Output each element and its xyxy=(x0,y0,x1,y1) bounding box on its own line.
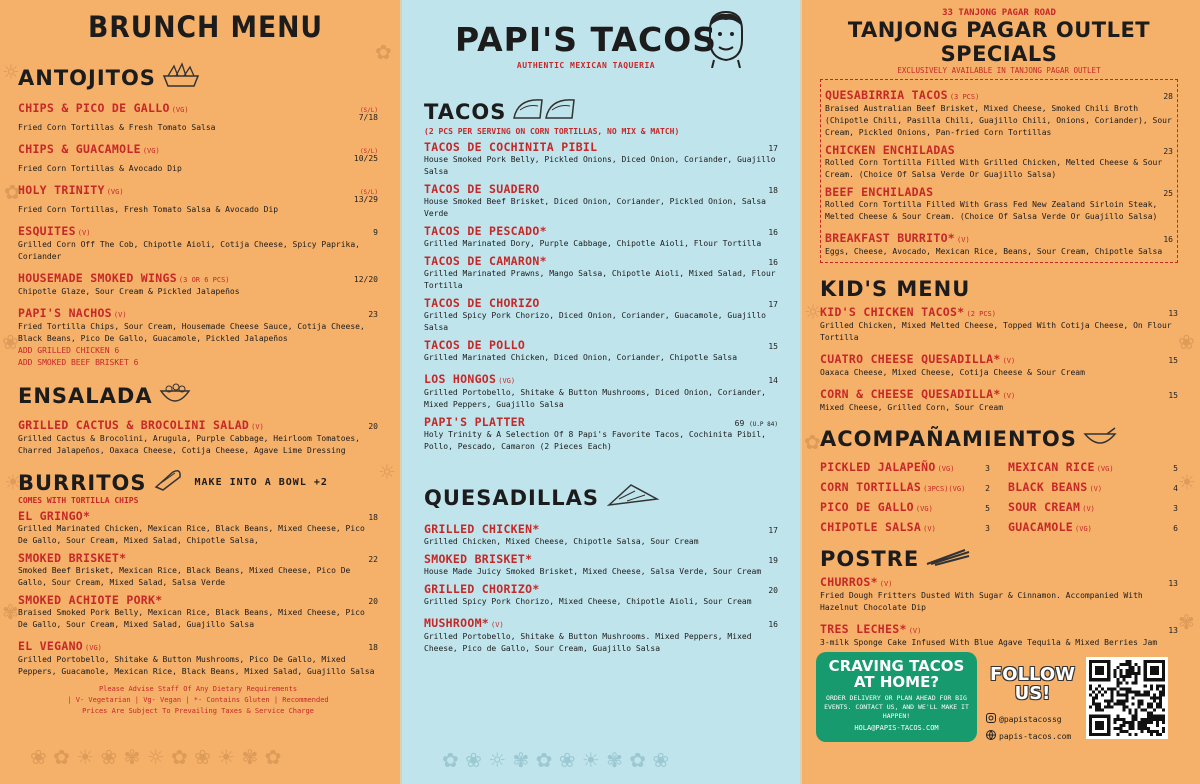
menu-item xyxy=(424,296,778,334)
item-tag: (3PCS)(VG) xyxy=(923,485,966,493)
burritos-title: BURRITOS xyxy=(18,470,147,495)
item-name: BLACK BEANS xyxy=(1008,480,1088,494)
instagram-link[interactable] xyxy=(986,713,1062,725)
item-price: 13 xyxy=(1168,309,1178,318)
nachos-icon xyxy=(162,62,200,93)
item-description: Rolled Corn Tortilla Filled With Grass Fed New Zealand Sirloin Steak, Melted Cheese & Sour Cream. (Choice Of Salsa Verde Or Guajillo Salsa) xyxy=(825,200,1158,221)
ensalada-title: ENSALADA xyxy=(18,383,153,408)
item-description: Smoked Beef Brisket, Mexican Rice, Black Beans, Mixed Cheese, Pico De Gallo, Sour Cream, Mixed Salad, Salsa Verde xyxy=(18,566,351,587)
item-name: SMOKED BRISKET* xyxy=(424,552,533,566)
quesadilla-icon xyxy=(605,481,661,514)
item-description: Grilled Spicy Pork Chorizo, Mixed Cheese, Chipotle Aioli, Sour Cream xyxy=(424,597,752,606)
side-item xyxy=(1008,476,1178,495)
item-description: Grilled Marinated Prawns, Mango Salsa, Chipotle Aioli, Mixed Salad, Flour Tortilla xyxy=(424,269,776,290)
chips-note: COMES WITH TORTILLA CHIPS xyxy=(18,496,139,505)
menu-item xyxy=(424,582,778,608)
item-description: Grilled Marinated Dory, Purple Cabbage, Chipotle Aioli, Flour Tortilla xyxy=(424,239,762,248)
churros-icon xyxy=(925,547,971,571)
item-price: 12/20 xyxy=(353,275,378,284)
item-name: HOLY TRINITY xyxy=(18,183,105,197)
item-description: Chipotle Glaze, Sour Cream & Pickled Jalapeños xyxy=(18,287,240,296)
item-price: 16 xyxy=(768,228,778,237)
menu-item xyxy=(424,612,778,655)
item-price: 20 xyxy=(368,597,378,606)
outlet-exclusive-note: EXCLUSIVELY AVAILABLE IN TANJONG PAGAR OUTLET xyxy=(897,66,1101,75)
specials-column: ☼ ✿ ❀ ☀ ✾ 33 TANJONG PAGAR ROAD TANJONG PAGAR OUTLET SPECIALS EXCLUSIVELY AVAILABLE IN TANJONG PAGAR OUTLET QUESABIRRIA TACOS (3 PCS) 28 Braised Australian Beef Brisket, Mixed Cheese, Smoked Chili Broth (Chipotle Chili, Pasilla Chili, Guajillo Chili, Onions, Coriander), Sour Cream, Pickled Onions, Pan-fried Corn Tortillas CHICKEN ENCHILADAS 23 Rolled Corn Tortilla Filled With Grilled Chicken, Melted Cheese & Sour Cream. (Choice Of Salsa Verde Or Guajillo Salsa) BEEF ENCHILADAS 25 Rolled Corn Tortilla Filled With Grass Fed New Zealand Sirloin Steak, Melted Cheese & Sour Cream. (Choice Of Salsa Verde Or Guajillo Salsa) BREAKFAST BURRITO* (V) 16 Eggs, Cheese, Avocado, Mexican Rice, Beans, Sour Cream, Chipotle Salsa KID'S MENU KID'S CHICKEN TACOS* (2 PCS) 13 Grilled Chicken, Mixed Melted Cheese, Topped With Cotija Cheese, On Flour Tortilla CUATRO CHEESE QUESADILLA* (V) 15 Oaxaca Cheese, Mixed Cheese, Cotija Cheese & Sour Cream CORN & CHEESE QUESADILLA* (V) 15 Mixed Cheese, Grilled Corn, Sour Cream ACOMPAÑAMIENTOS PICKLED JALAPEÑO (VG) 3 MEXICAN RICE (VG) 5 CORN TORTILLAS (3PCS)(VG) 2 BLACK BEANS (V) 4 PICO DE GALLO (VG) 5 SOUR CREAM (V) 3 CHIPOTLE SALSA (V) 3 GUACAMOLE (VG) 6 POSTRE CHURROS* (V) 13 Fried Dough Fritters Dusted With Sugar & Cinnamon. Accompanied With Hazelnut Chocolate Dip TRES LECHES* (V) 13 3-milk Sponge Cake Infused With Blue Agave Tequila & Mixed Berries Jam xyxy=(802,0,1200,784)
menu-item xyxy=(18,267,378,298)
item-price: 15 xyxy=(1168,391,1178,400)
item-tag: (2 PCS) xyxy=(966,310,996,318)
side-item xyxy=(820,456,990,475)
item-name: GUACAMOLE xyxy=(1008,520,1074,534)
item-description: Grilled Chicken, Mixed Melted Cheese, Topped With Cotija Cheese, On Flour Tortilla xyxy=(820,321,1172,342)
item-tag: (V) xyxy=(1002,357,1016,365)
item-name: KID'S CHICKEN TACOS* xyxy=(820,305,965,319)
promo-text: ORDER DELIVERY OR PLAN AHEAD FOR BIG EVENTS. CONTACT US, AND WE'LL MAKE IT HAPPEN! xyxy=(824,694,969,720)
sides-list xyxy=(820,456,1178,535)
side-item xyxy=(820,476,990,495)
quesadillas-title: QUESADILLAS xyxy=(424,485,600,510)
side-item xyxy=(1008,516,1178,535)
item-name: TACOS DE CHORIZO xyxy=(424,296,540,310)
item-name: CORN & CHEESE QUESADILLA* xyxy=(820,387,1001,401)
website-url: papis-tacos.com xyxy=(999,731,1072,741)
item-price: 69 (U.P 84) xyxy=(734,419,778,428)
instagram-handle: @papistacossg xyxy=(999,714,1062,724)
antojitos-list xyxy=(18,97,378,369)
qr-code[interactable] xyxy=(1086,657,1168,739)
item-name: HOUSEMADE SMOKED WINGS xyxy=(18,271,177,285)
sides-heading xyxy=(820,426,1178,451)
menu-item xyxy=(424,415,778,453)
item-name: EL GRINGO* xyxy=(18,509,91,523)
antojitos-heading xyxy=(18,62,378,93)
item-name: LOS HONGOS xyxy=(424,372,497,386)
side-item xyxy=(1008,456,1178,475)
qr-code-icon xyxy=(1089,660,1165,736)
item-tag: (V) xyxy=(1002,392,1016,400)
item-description: Grilled Portobello, Shitake & Button Mushrooms, Diced Onion, Coriander, Mixed Peppers, Guajillo Salsa xyxy=(424,388,766,409)
item-price: 5 xyxy=(985,504,990,513)
postre-heading xyxy=(820,547,1178,571)
item-price: (S/L) 7/18 xyxy=(358,107,378,122)
item-tag: (VG) xyxy=(106,188,124,196)
item-tag: (V) xyxy=(491,621,504,629)
item-tag: (VG) xyxy=(1075,525,1092,533)
item-tag: (VG) xyxy=(1096,465,1114,473)
item-price: 5 xyxy=(1173,464,1178,473)
item-tag: (V) xyxy=(1089,485,1103,493)
item-tag: (V) xyxy=(1082,505,1095,513)
menu-item xyxy=(18,138,378,175)
item-tag: (VG) xyxy=(915,505,933,513)
item-name: CUATRO CHEESE QUESADILLA* xyxy=(820,352,1001,366)
item-price: 3 xyxy=(985,524,990,533)
item-tag: (VG) xyxy=(171,106,189,114)
footnote: Please Advise Staff Of Any Dietary Requirements xyxy=(98,685,298,693)
item-description: Oaxaca Cheese, Mixed Cheese, Cotija Cheese & Sour Cream xyxy=(820,368,1085,377)
item-name: PAPI'S NACHOS xyxy=(18,306,112,320)
menu-item xyxy=(424,254,778,292)
menu-item xyxy=(18,414,378,457)
menu-item xyxy=(18,593,378,631)
tacos-title: TACOS xyxy=(424,99,507,124)
menu-item xyxy=(424,140,778,178)
item-tag: (VG) xyxy=(498,377,516,385)
item-price: 3 xyxy=(1173,504,1178,513)
item-name: SOUR CREAM xyxy=(1008,500,1081,514)
item-name: GRILLED CHORIZO* xyxy=(424,582,540,596)
side-item xyxy=(1008,496,1178,515)
item-tag: (V) xyxy=(908,627,922,635)
item-price: 23 xyxy=(368,310,378,319)
item-tag: (V) xyxy=(251,423,264,431)
menu-item xyxy=(820,618,1178,649)
item-tag: (V) xyxy=(923,525,936,533)
tacos-column: ✿ ❀ ☼ ✾ ✿ ❀ ☀ ✾ ✿ ❀ PAPI'S TACOS AUTHENTIC MEXICAN TAQUERIA TACOS (2 PCS PER SERVING ON CORN TORTILLAS, NO MIX & MATCH) TACOS DE COCHINITA PIBIL 17 House Smoked Pork Belly, Pickled Onions, Diced Onion, Coriander, Guajillo Salsa TACOS DE SUADERO 18 House Smoked Beef Brisket, Diced Onion, Coriander, Pickled Onion, Salsa Verde TACOS DE PESCADO* 16 Grilled Marinated Dory, Purple Cabbage, Chipotle Aioli, Flour Tortilla TACOS DE CAMARON* 16 Grilled Marinated Prawns, Mango Salsa, Chipotle Aioli, Mixed Salad, Flour Tortilla TACOS DE CHORIZO 17 Grilled Spicy Pork Chorizo, Diced Onion, Coriander, Guacamole, Guajillo Salsa TACOS DE POLLO 15 Grilled Marinated Chicken, Diced Onion, Coriander, Chipotle Salsa LOS HONGOS (VG) 14 Grilled Portobello, Shitake & Button Mushrooms, Diced Onion, Coriander, Mixed Peppers, Guajillo Salsa PAPI'S PLATTER 69 (U.P 84) Holy Trinity & A Selection Of 8 Papi's Favorite Tacos, Cochinita Pibil, Pollo, Pescado, Camaron (2 Pieces Each) QUESADILLAS GRILLED CHICKEN* 17 Grilled Chicken, Mixed Cheese, Chipotle Salsa, Sour Cream SMOKED BRISKET* 19 House Made Juicy Smoked Brisket, Mixed Cheese, Salsa Verde, Sour Cream GRILLED CHORIZO* 20 Grilled Spicy Pork Chorizo, Mixed Cheese, Chipotle Aioli, Sour Cream MUSHROOM* (V) 16 Grilled Portobello, Shitake & Button Mushrooms. Mixed Peppers, Mixed Cheese, Pico de Gallo, Sour Cream, Guajillo Salsa xyxy=(400,0,802,784)
outlet-address: 33 TANJONG PAGAR ROAD xyxy=(942,8,1056,18)
delivery-promo-box xyxy=(816,652,977,742)
footnote: | V- Vegetarian | Vg- Vegan | *- Contains Gluten | Recommended xyxy=(67,696,329,704)
item-tag: (VG) xyxy=(142,147,160,155)
item-description: Fried Tortilla Chips, Sour Cream, Housemade Cheese Sauce, Cotija Cheese, Black Beans, Pico De Gallo, Guacamole, Pickled Jalapeños xyxy=(18,322,365,343)
item-price: 20 xyxy=(368,422,378,431)
item-price: 15 xyxy=(768,342,778,351)
item-name: CORN TORTILLAS xyxy=(820,480,922,494)
item-tag: (3 PCS) xyxy=(949,93,980,101)
item-name: CHURROS* xyxy=(820,575,878,589)
item-price: 19 xyxy=(768,556,778,565)
item-description: Fried Corn Tortillas & Fresh Tomato Salsa xyxy=(18,123,216,132)
item-description: Mixed Cheese, Grilled Corn, Sour Cream xyxy=(820,403,1004,412)
menu-item xyxy=(424,368,778,411)
addon: ADD GRILLED CHICKEN 6 xyxy=(18,346,120,355)
item-name: TACOS DE PESCADO* xyxy=(424,224,547,238)
item-price: 20 xyxy=(768,586,778,595)
menu-item xyxy=(424,224,778,250)
item-price: 17 xyxy=(768,526,778,535)
menu-item xyxy=(424,552,778,578)
item-tag: (VG) xyxy=(85,644,102,652)
item-tag: (V) xyxy=(113,311,127,319)
item-name: CHIPS & GUACAMOLE xyxy=(18,142,141,156)
item-name: PICO DE GALLO xyxy=(820,500,914,514)
tacos-icon xyxy=(512,96,578,127)
item-description: Braised Australian Beef Brisket, Mixed Cheese, Smoked Chili Broth (Chipotle Chili, Pasilla Chili, Guajillo Chili, Onions, Coriander), Sour Cream, Pickled Onions, Pan-fried Corn Tortillas xyxy=(825,104,1172,137)
item-name: CHIPOTLE SALSA xyxy=(820,520,922,534)
item-name: PAPI'S PLATTER xyxy=(424,415,526,429)
item-price: 16 xyxy=(1163,235,1173,244)
item-description: Grilled Chicken, Mixed Cheese, Chipotle Salsa, Sour Cream xyxy=(424,537,699,546)
tacos-serving-note: (2 PCS PER SERVING ON CORN TORTILLAS, NO MIX & MATCH) xyxy=(424,127,680,136)
item-price: (S/L) 13/29 xyxy=(353,189,378,204)
menu-item xyxy=(18,509,378,547)
item-price: 2 xyxy=(985,484,990,493)
item-name: PICKLED JALAPEÑO xyxy=(820,460,936,474)
outlet-specials-title: TANJONG PAGAR OUTLET SPECIALS xyxy=(847,18,1151,66)
item-tag: (VG) xyxy=(937,465,955,473)
chef-portrait-icon xyxy=(704,10,748,68)
item-price: 17 xyxy=(768,300,778,309)
menu-item xyxy=(18,551,378,589)
item-tag: (V) xyxy=(957,236,970,244)
item-price: 15 xyxy=(1168,356,1178,365)
item-price: 18 xyxy=(368,513,378,522)
contact-email-link[interactable]: HOLA@PAPIS-TACOS.COM xyxy=(854,724,939,732)
item-name: SMOKED ACHIOTE PORK* xyxy=(18,593,163,607)
item-name: TACOS DE CAMARON* xyxy=(424,254,547,268)
website-link[interactable] xyxy=(986,730,1071,742)
kids-menu-title: KID'S MENU xyxy=(820,277,971,301)
item-price: 3 xyxy=(985,464,990,473)
item-name: GRILLED CACTUS & BROCOLINI SALAD xyxy=(18,418,250,432)
menu-item xyxy=(820,301,1178,344)
item-tag: (3 OR 6 PCS) xyxy=(178,276,230,284)
side-item xyxy=(820,496,990,515)
item-description: Grilled Portobello, Shitake & Button Mushrooms, Pico De Gallo, Mixed Peppers, Guacamole, Mexican Rice, Black Beans, Mixed Salad, Guajillo Salsa xyxy=(18,655,375,676)
kids-menu-heading xyxy=(820,277,1178,301)
dietary-footnotes xyxy=(18,684,378,717)
item-name: CHIPS & PICO DE GALLO xyxy=(18,101,170,115)
item-price: 13 xyxy=(1168,579,1178,588)
menu-item xyxy=(18,97,378,134)
menu-item xyxy=(825,143,1173,181)
item-description: Grilled Spicy Pork Chorizo, Diced Onion, Coriander, Guacamole, Guajillo Salsa xyxy=(424,311,766,332)
item-description: Fried Corn Tortillas & Avocado Dip xyxy=(18,164,182,173)
item-price: 4 xyxy=(1173,484,1178,493)
bowl-note: MAKE INTO A BOWL +2 xyxy=(194,477,328,488)
item-price: 9 xyxy=(373,228,378,237)
item-description: Grilled Corn Off The Cob, Chipotle Aioli, Cotija Cheese, Spicy Paprika, Coriander xyxy=(18,240,360,261)
menu-item xyxy=(18,635,378,678)
item-description: House Made Juicy Smoked Brisket, Mixed Cheese, Salsa Verde, Sour Cream xyxy=(424,567,762,576)
item-name: TACOS DE SUADERO xyxy=(424,182,540,196)
item-description: Braised Smoked Pork Belly, Mexican Rice, Black Beans, Mixed Cheese, Pico De Gallo, Sour Cream, Mixed Salad, Guajillo Salsa xyxy=(18,608,365,629)
follow-us-heading: FOLLOW US! xyxy=(989,664,1076,704)
menu-item xyxy=(424,338,778,364)
item-name: MUSHROOM* xyxy=(424,616,490,630)
item-tag: (V) xyxy=(77,229,91,237)
item-name: TRES LECHES* xyxy=(820,622,907,636)
item-name: GRILLED CHICKEN* xyxy=(424,522,540,536)
item-name: TACOS DE POLLO xyxy=(424,338,526,352)
sides-title: ACOMPAÑAMIENTOS xyxy=(820,426,1077,451)
addon: ADD SMOKED BEEF BRISKET 6 xyxy=(18,358,139,367)
globe-icon xyxy=(986,730,996,742)
item-name: BREAKFAST BURRITO* xyxy=(825,231,956,245)
menu-item xyxy=(18,179,378,216)
item-price: 28 xyxy=(1163,92,1173,101)
item-description: Grilled Portobello, Shitake & Button Mushrooms. Mixed Peppers, Mixed Cheese, Pico de Gallo, Sour Cream, Guajillo Salsa xyxy=(424,632,752,653)
item-name: EL VEGANO xyxy=(18,639,84,653)
ensalada-heading xyxy=(18,381,378,410)
item-price: 17 xyxy=(768,144,778,153)
item-description: Grilled Marinated Chicken, Mexican Rice, Black Beans, Mixed Cheese, Pico De Gallo, Sour Cream, Mixed Salad, Chipotle Salsa, xyxy=(18,524,365,545)
item-price: 13 xyxy=(1168,626,1178,635)
brand-title: PAPI'S TACOS xyxy=(454,20,718,59)
antojitos-title: ANTOJITOS xyxy=(18,65,156,90)
tagline: AUTHENTIC MEXICAN TAQUERIA xyxy=(516,61,656,70)
specials-box xyxy=(820,79,1178,263)
item-description: 3-milk Sponge Cake Infused With Blue Agave Tequila & Mixed Berries Jam xyxy=(820,638,1158,647)
menu-item xyxy=(825,185,1173,223)
salad-bowl-icon xyxy=(159,381,191,410)
item-description: Fried Corn Tortillas, Fresh Tomato Salsa & Avocado Dip xyxy=(18,205,279,214)
menu-item xyxy=(18,302,378,369)
menu-item xyxy=(424,522,778,548)
item-description: House Smoked Beef Brisket, Diced Onion, Coriander, Pickled Onion, Salsa Verde xyxy=(424,197,766,218)
menu-item xyxy=(825,84,1173,139)
item-price: 22 xyxy=(368,555,378,564)
burrito-icon xyxy=(153,469,183,496)
footnote: Prices Are Subject To Prevailing Taxes & Service Charge xyxy=(82,707,314,715)
item-price: (S/L) 10/25 xyxy=(353,148,378,163)
menu-item xyxy=(18,220,378,263)
promo-title: CRAVING TACOS AT HOME? xyxy=(828,657,965,691)
menu-item xyxy=(424,182,778,220)
postre-title: POSTRE xyxy=(820,547,920,571)
menu-item xyxy=(820,383,1178,414)
item-name: ESQUITES xyxy=(18,224,76,238)
item-tag: (V) xyxy=(879,580,893,588)
quesadillas-heading xyxy=(424,481,778,514)
item-name: QUESABIRRIA TACOS xyxy=(825,88,948,102)
item-price: 16 xyxy=(768,620,778,629)
item-price: 25 xyxy=(1163,189,1173,198)
item-name: BEEF ENCHILADAS xyxy=(825,185,934,199)
item-price: 14 xyxy=(768,376,778,385)
brunch-menu-title: BRUNCH MENU xyxy=(88,10,323,44)
item-name: TACOS DE COCHINITA PIBIL xyxy=(424,140,598,154)
item-price: 6 xyxy=(1173,524,1178,533)
salsa-bowl-icon xyxy=(1083,426,1117,451)
item-description: Fried Dough Fritters Dusted With Sugar & Cinnamon. Accompanied With Hazelnut Chocolate Dip xyxy=(820,591,1143,612)
item-name: SMOKED BRISKET* xyxy=(18,551,127,565)
item-description: Rolled Corn Tortilla Filled With Grilled Chicken, Melted Cheese & Sour Cream. (Choice Of Salsa Verde Or Guajillo Salsa) xyxy=(825,158,1163,179)
item-name: MEXICAN RICE xyxy=(1008,460,1095,474)
item-price: 18 xyxy=(768,186,778,195)
instagram-icon xyxy=(986,713,996,725)
menu-item xyxy=(820,348,1178,379)
item-price: 16 xyxy=(768,258,778,267)
item-description: House Smoked Pork Belly, Pickled Onions, Diced Onion, Coriander, Guajillo Salsa xyxy=(424,155,776,176)
menu-item xyxy=(820,571,1178,614)
item-price: 23 xyxy=(1163,147,1173,156)
item-name: CHICKEN ENCHILADAS xyxy=(825,143,956,157)
brunch-column: ☼ ✿ ❀ ☀ ✾ ✿ ☼ ❀ ✿ ☀ ❀ ✾ ☼ ✿ ❀ ☀ ✾ ✿ BRUNCH MENU ANTOJITOS CHIPS & PICO DE GALLO (VG) (S/L) 7/18 Fried Corn Tortillas & Fresh Tomato Salsa CHIPS & GUACAMOLE (VG) (S/L) 10/25 Fried Corn Tortillas & Avocado Dip HOLY TRINITY (VG) (S/L) 13/29 Fried Corn Tortillas, Fresh Tomato Salsa & Avocado Dip ESQUITES (V) 9 Grilled Corn Off The Cob, Chipotle Aioli, Cotija Cheese, Spicy Paprika, Coriander HOUSEMADE SMOKED WINGS (3 OR 6 PCS) 12/20 Chipotle Glaze, Sour Cream & Pickled Jalapeños PAPI'S NACHOS (V) 23 Fried Tortilla Chips, Sour Cream, Housemade Cheese Sauce, Cotija Cheese, Black Beans, Pico De Gallo, Guacamole, Pickled Jalapeños ADD GRILLED CHICKEN 6 ADD SMOKED BEEF BRISKET 6 ENSALADA GRILLED CACTUS & BROCOLINI SALAD (V) 20 Grilled Cactus & Brocolini, Arugula, Purple Cabbage, Heirloom Tomatoes, Charred Jalapeños, Oaxaca Cheese, Cotija Cheese, Agave Lime Dressing BURRITOS MAKE INTO A BOWL +2 COMES WITH TORTILLA CHIPS EL GRINGO* 18 Grilled Marinated Chicken, Mexican Rice, Black Beans, Mixed Cheese, Pico De Gallo, Sour Cream, Mixed Salad, Chipotle Salsa, SMOKED BRISKET* 22 Smoked Beef Brisket, Mexican Rice, Black Beans, Mixed Cheese, Pico De Gallo, Sour Cream, Mixed Salad, Salsa Verde SMOKED ACHIOTE PORK* 20 Braised Smoked Pork Belly, Mexican Rice, Black Beans, Mixed Cheese, Pico De Gallo, Sour Cream, Mixed Salad, Guajillo Salsa EL VEGANO (VG) 18 Grilled Portobello, Shitake & Button Mushrooms, Pico De Gallo, Mixed Peppers, Guacamole, Mexican Rice, Black Beans, Mixed Salad, Guajillo Salsa Please Advise Staff Of Any Dietary Requirements | V- Vegetarian | Vg- Vegan | *- Contains Gluten | Recommended Prices Are Subject To Prevailing Taxes & Service Charge xyxy=(0,0,400,784)
menu-item xyxy=(825,227,1173,258)
item-description: Holy Trinity & A Selection Of 8 Papi's Favorite Tacos, Cochinita Pibil, Pollo, Pescado, Camaron (2 Pieces Each) xyxy=(424,430,766,451)
tacos-heading xyxy=(424,96,778,127)
item-description: Eggs, Cheese, Avocado, Mexican Rice, Beans, Sour Cream, Chipotle Salsa xyxy=(825,247,1163,256)
side-item xyxy=(820,516,990,535)
item-description: Grilled Cactus & Brocolini, Arugula, Purple Cabbage, Heirloom Tomatoes, Charred Jalapeños, Oaxaca Cheese, Cotija Cheese, Agave Lime Dressing xyxy=(18,434,360,455)
item-price: 18 xyxy=(368,643,378,652)
burritos-heading xyxy=(18,469,378,496)
item-description: Grilled Marinated Chicken, Diced Onion, Coriander, Chipotle Salsa xyxy=(424,353,738,362)
